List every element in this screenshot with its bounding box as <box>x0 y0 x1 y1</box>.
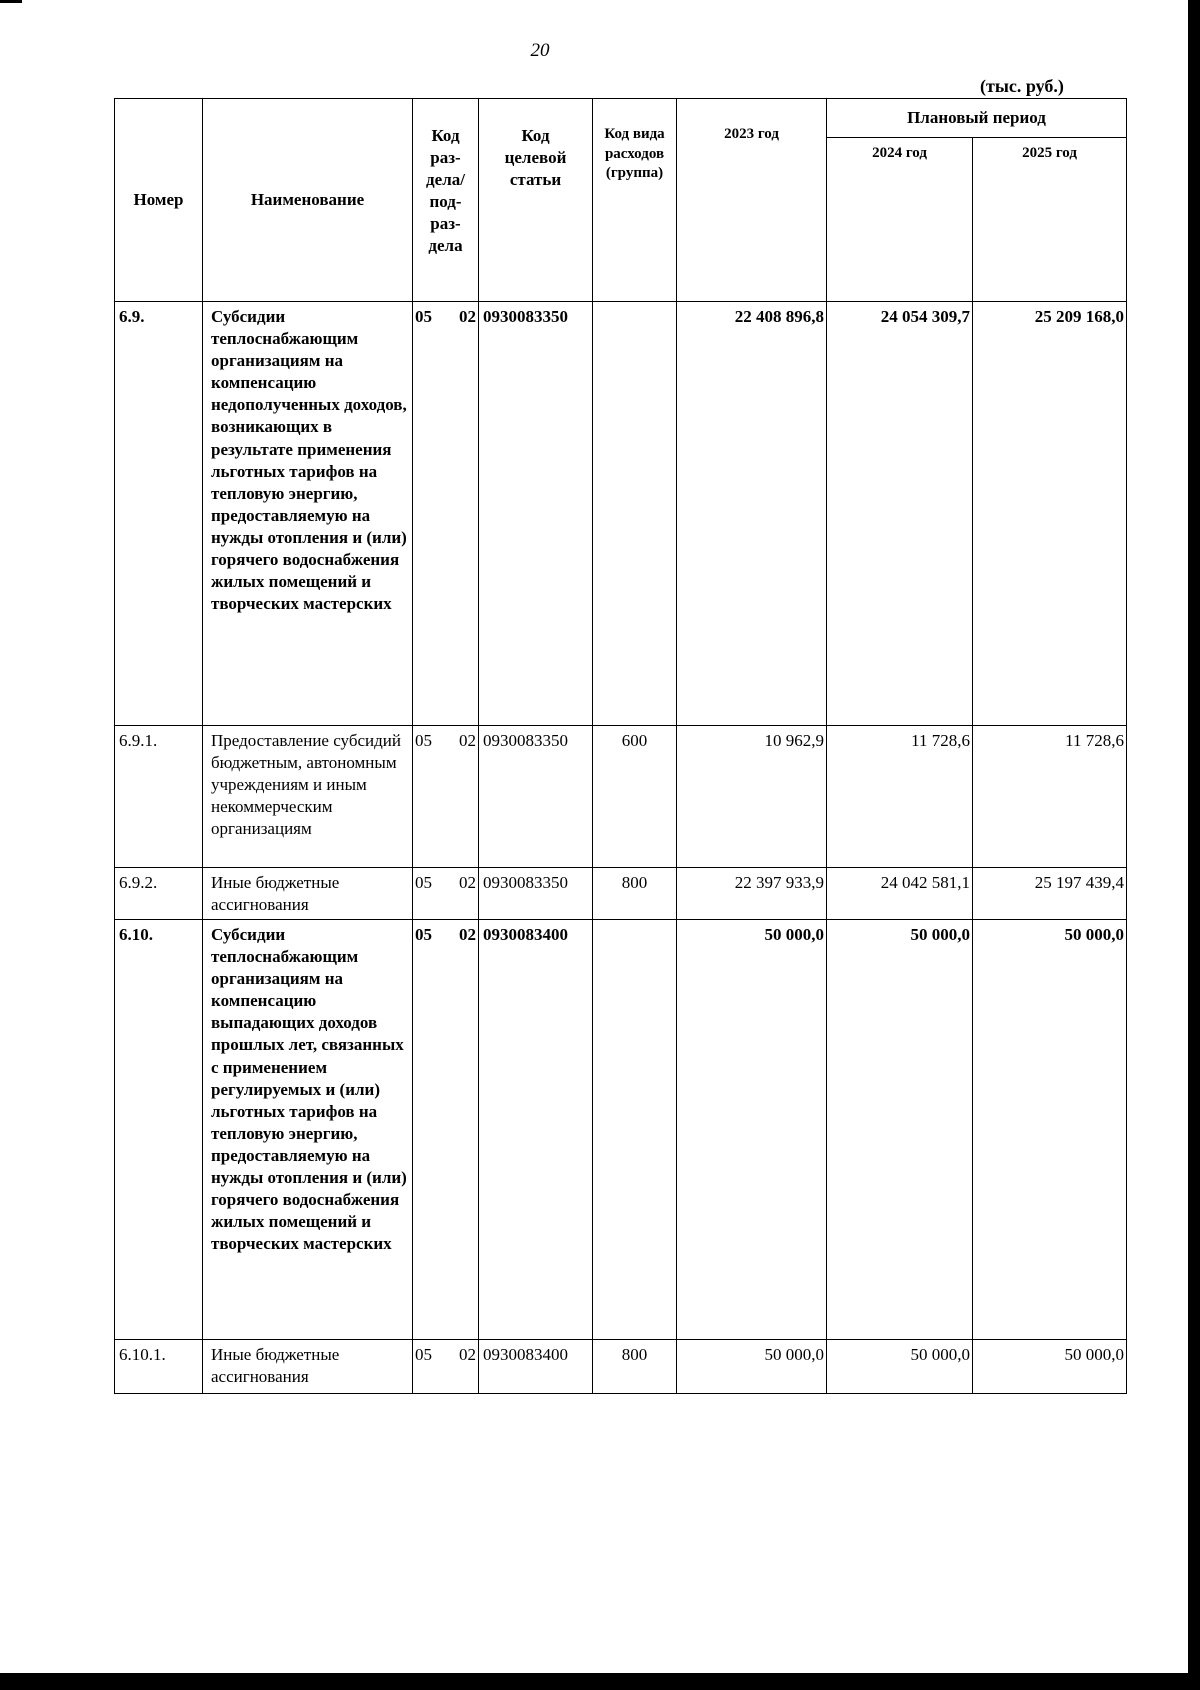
scan-corner-mark <box>0 0 22 3</box>
razdel: 05 <box>415 925 432 944</box>
row-name: Субсидии теплоснабжающим организациям на компенсацию недополученных доходов, возникающих в результате применения льготных тарифов на тепловую энергию, предоставляемую на нужды отопления и (или) горячего водоснабжения жилых помещений и творческих мастерских <box>203 302 413 726</box>
row-group-code <box>593 302 677 726</box>
row-number: 6.10. <box>115 920 203 1340</box>
units-label: (тыс. руб.) <box>980 76 1064 96</box>
header-2024: 2024 год <box>827 138 973 302</box>
row-amount-2024: 11 728,6 <box>827 726 973 868</box>
podrazdel: 02 <box>459 873 476 892</box>
row-number: 6.9.1. <box>115 726 203 868</box>
row-razdel-code <box>413 726 479 868</box>
row-razdel-code <box>413 868 479 920</box>
budget-table <box>114 98 1127 1394</box>
row-amount-2025: 50 000,0 <box>973 920 1127 1340</box>
razdel: 05 <box>415 731 432 750</box>
row-amount-2024: 50 000,0 <box>827 920 973 1340</box>
table-row <box>115 302 1127 726</box>
podrazdel: 02 <box>459 731 476 750</box>
row-amount-2023: 50 000,0 <box>677 1340 827 1394</box>
row-target-code: 0930083350 <box>479 868 593 920</box>
row-amount-2023: 22 397 933,9 <box>677 868 827 920</box>
row-amount-2025: 11 728,6 <box>973 726 1127 868</box>
table-body <box>115 302 1127 1394</box>
row-target-code: 0930083350 <box>479 302 593 726</box>
row-amount-2023: 22 408 896,8 <box>677 302 827 726</box>
table-row <box>115 920 1127 1340</box>
razdel: 05 <box>415 1345 432 1364</box>
header-2025: 2025 год <box>973 138 1127 302</box>
row-amount-2025: 25 197 439,4 <box>973 868 1127 920</box>
row-amount-2024: 50 000,0 <box>827 1340 973 1394</box>
row-amount-2023: 10 962,9 <box>677 726 827 868</box>
row-number: 6.9. <box>115 302 203 726</box>
razdel: 05 <box>415 873 432 892</box>
row-target-code: 0930083350 <box>479 726 593 868</box>
row-amount-2024: 24 054 309,7 <box>827 302 973 726</box>
row-group-code <box>593 920 677 1340</box>
header-2023: 2023 год <box>677 99 827 302</box>
header-target: Код целевой статьи <box>479 99 593 302</box>
row-amount-2025: 25 209 168,0 <box>973 302 1127 726</box>
table-row <box>115 868 1127 920</box>
row-amount-2025: 50 000,0 <box>973 1340 1127 1394</box>
row-name: Субсидии теплоснабжающим организациям на компенсацию выпадающих доходов прошлых лет, связанных с применением регулируемых и (или) льготных тарифов на тепловую энергию, предоставляемую на нужды отопления и (или) горячего водоснабжения жилых помещений и творческих мастерских <box>203 920 413 1340</box>
row-name: Иные бюджетные ассигнования <box>203 868 413 920</box>
header-number: Номер <box>115 99 203 302</box>
podrazdel: 02 <box>459 1345 476 1364</box>
header-razdel: Код раз- дела/ под- раз- дела <box>413 99 479 302</box>
row-number: 6.9.2. <box>115 868 203 920</box>
header-group: Код вида расходов (группа) <box>593 99 677 302</box>
podrazdel: 02 <box>459 925 476 944</box>
row-razdel-code <box>413 302 479 726</box>
table-header <box>115 99 1127 302</box>
scan-border-right <box>1188 0 1200 1690</box>
row-name: Предоставление субсидий бюджетным, автономным учреждениям и иным некоммерческим организациям <box>203 726 413 868</box>
row-amount-2024: 24 042 581,1 <box>827 868 973 920</box>
row-group-code: 800 <box>593 868 677 920</box>
row-name: Иные бюджетные ассигнования <box>203 1340 413 1394</box>
row-amount-2023: 50 000,0 <box>677 920 827 1340</box>
razdel: 05 <box>415 307 432 326</box>
row-razdel-code <box>413 1340 479 1394</box>
header-plan-period: Плановый период <box>827 99 1127 138</box>
scan-border-bottom <box>0 1673 1200 1690</box>
page-number: 20 <box>530 40 550 61</box>
row-target-code: 0930083400 <box>479 1340 593 1394</box>
header-name: Наименование <box>203 99 413 302</box>
row-razdel-code <box>413 920 479 1340</box>
row-number: 6.10.1. <box>115 1340 203 1394</box>
row-target-code: 0930083400 <box>479 920 593 1340</box>
row-group-code: 800 <box>593 1340 677 1394</box>
table-row <box>115 1340 1127 1394</box>
row-group-code: 600 <box>593 726 677 868</box>
podrazdel: 02 <box>459 307 476 326</box>
table-row <box>115 726 1127 868</box>
